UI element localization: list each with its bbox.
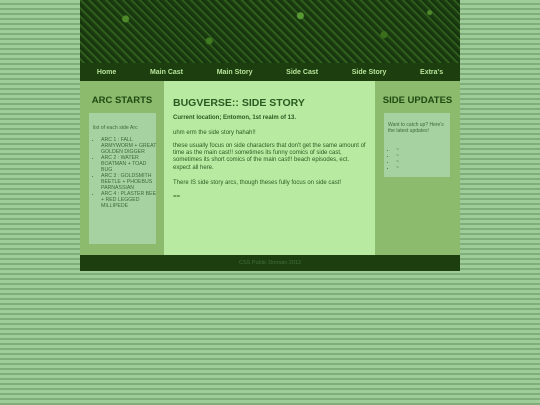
update-item[interactable]: • ~ [396, 147, 452, 153]
left-sidebar [80, 81, 164, 255]
right-sidebar [375, 81, 460, 255]
update-item[interactable]: • ~ [396, 153, 452, 159]
intro-paragraph: uhm erm the side story hahah!! [173, 130, 256, 136]
arc-starts-heading: ARC STARTS [91, 95, 153, 106]
arc-list-box [89, 113, 156, 244]
separator-text: == [173, 194, 181, 200]
update-item[interactable]: • ~ [396, 159, 452, 165]
current-location: Current location; Entomon, 1st realm of 13. [173, 115, 297, 121]
nav-extras[interactable]: Extra's [420, 68, 444, 76]
nav-home[interactable]: Home [96, 68, 117, 76]
update-item[interactable]: • ~ [396, 165, 452, 171]
arc-item[interactable]: • ARC 3 : GOLDSMITH BEETLE + PHOEBUS PARNASSIAN [101, 173, 157, 191]
arc-list [93, 137, 157, 209]
updates-list [388, 147, 452, 171]
main-content [164, 81, 375, 255]
arc-item[interactable]: • ARC 2 : WATER BOATMAN + TOAD BUG [101, 155, 157, 173]
nav-side-story[interactable]: Side Story [351, 68, 387, 76]
description-paragraph: these usually focus on side characters that don't get the same amount of time as the main cast!! sometimes its funny comics of side cast, sometimes its short comics of the main cast!! beach episodes, ect. expect all here. [173, 143, 366, 171]
updates-box [384, 113, 450, 177]
arcs-paragraph: There IS side story arcs, though theses fully focus on side cast! [173, 180, 342, 186]
nav-main-story[interactable]: Main Story [216, 68, 253, 76]
page-container [80, 0, 460, 271]
top-navigation [80, 63, 460, 81]
arc-item[interactable]: • ARC 1 : FALL ARMYWORM + GREAT GOLDEN DIGGER [101, 137, 157, 155]
header-banner-image [80, 0, 460, 63]
footer: CSS Public Domain 2012 [80, 255, 460, 271]
arc-item[interactable]: • ARC 4 : PLASTER BEE + RED LEGGED MILLIPEDE [101, 191, 157, 209]
side-updates-heading: SIDE UPDATES [382, 95, 453, 106]
page-title: BUGVERSE:: SIDE STORY [173, 97, 305, 109]
arc-list-intro: list of each side Arc [93, 125, 138, 131]
updates-intro: Want to catch up? Here's the latest updates! [388, 122, 444, 134]
nav-side-cast[interactable]: Side Cast [286, 68, 319, 76]
nav-main-cast[interactable]: Main Cast [149, 68, 184, 76]
